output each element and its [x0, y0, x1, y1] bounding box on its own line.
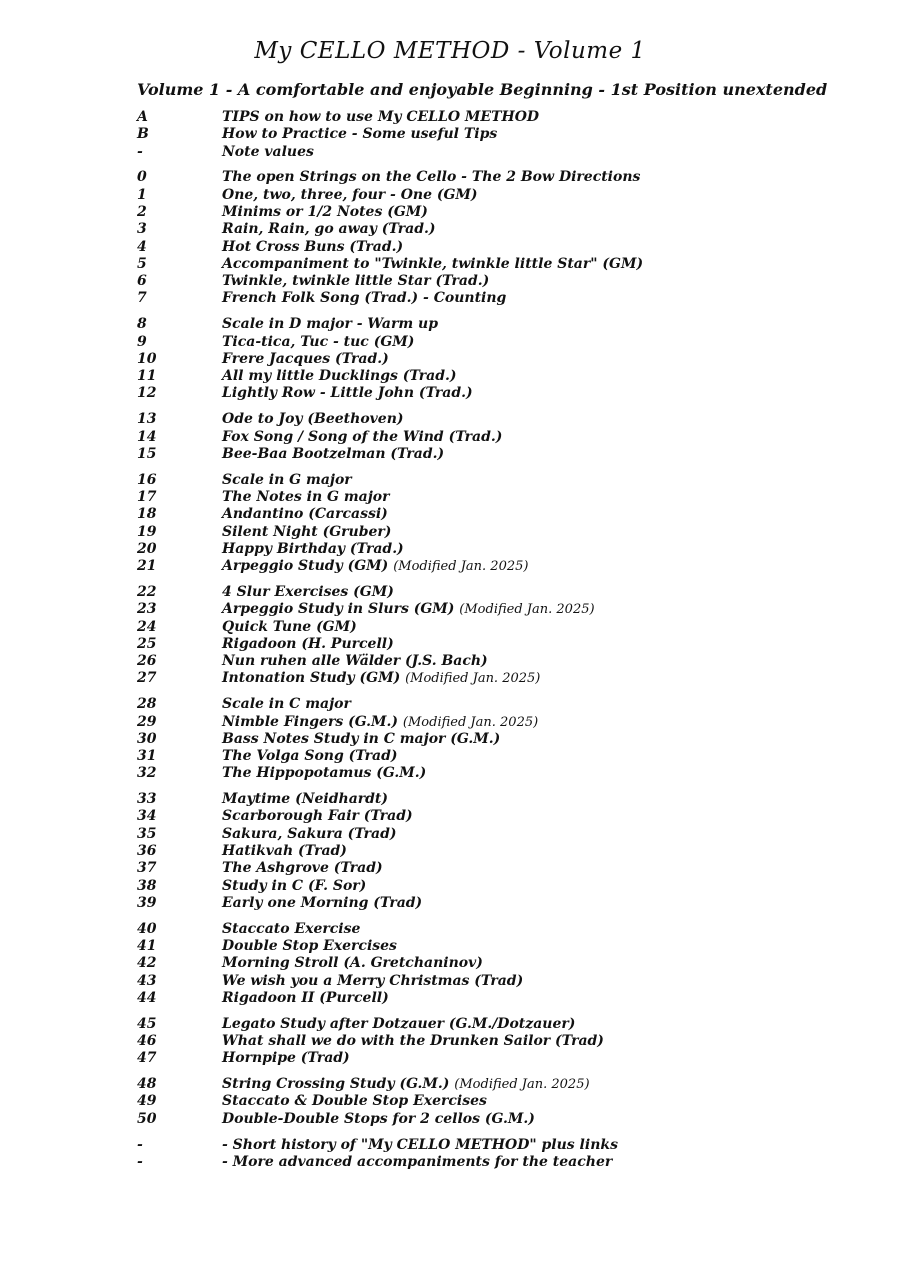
entry-title: Twinkle, twinkle little Star (Trad.) — [222, 273, 490, 290]
entry-title: Bee-Baa Bootzelman (Trad.) — [222, 445, 445, 462]
toc-group — [137, 921, 837, 1007]
entry-title: Legato Study after Dotzauer (G.M./Dotzauer) — [222, 1015, 576, 1032]
entry-number: 24 — [137, 618, 157, 635]
entry-number: 50 — [137, 1110, 157, 1127]
toc-entry — [137, 860, 837, 877]
entry-number: 33 — [137, 791, 157, 808]
entry-title: Rigadoon (H. Purcell) — [222, 635, 394, 652]
entry-number: - — [137, 1153, 143, 1170]
toc-entry — [137, 169, 837, 186]
toc-entry — [137, 489, 837, 506]
toc-entry — [137, 187, 837, 204]
entry-number: 21 — [137, 558, 157, 575]
toc-group — [137, 169, 837, 307]
entry-title: Silent Night (Gruber) — [222, 523, 392, 540]
entry-title: Note values — [222, 143, 314, 160]
entry-title: Morning Stroll (A. Gretchaninov) — [222, 955, 483, 972]
toc-entry — [137, 316, 837, 333]
entry-note: (Modified Jan. 2025) — [459, 602, 595, 618]
entry-number: - — [137, 143, 143, 160]
entry-title: Staccato & Double Stop Exercises — [222, 1093, 487, 1110]
entry-number: 5 — [137, 255, 147, 272]
toc-entry — [137, 204, 837, 221]
entry-title: Accompaniment to "Twinkle, twinkle little Star" (GM) — [222, 255, 644, 272]
toc-group — [137, 1016, 837, 1068]
entry-number: 19 — [137, 523, 157, 540]
toc-entry — [137, 791, 837, 808]
entry-number: 30 — [137, 730, 157, 747]
entry-number: 9 — [137, 333, 147, 350]
entry-number: 17 — [137, 488, 157, 505]
entry-title: What shall we do with the Drunken Sailor (Trad) — [222, 1033, 604, 1050]
entry-number: 23 — [137, 601, 157, 618]
toc-entry — [137, 670, 837, 687]
toc-entry — [137, 636, 837, 653]
toc-group — [137, 472, 837, 576]
entry-note: (Modified Jan. 2025) — [393, 559, 529, 575]
entry-number: 6 — [137, 273, 147, 290]
entry-number: 7 — [137, 290, 147, 307]
toc-entry — [137, 696, 837, 713]
entry-number: 16 — [137, 471, 157, 488]
entry-number: 49 — [137, 1093, 157, 1110]
entry-number: 27 — [137, 670, 157, 687]
toc-entry — [137, 256, 837, 273]
toc-entry — [137, 506, 837, 523]
toc-entry — [137, 973, 837, 990]
entry-number: 39 — [137, 894, 157, 911]
toc-group — [137, 411, 837, 463]
toc-entry — [137, 1076, 837, 1093]
toc-entry — [137, 990, 837, 1007]
entry-title: Quick Tune (GM) — [222, 618, 357, 635]
entry-number: 29 — [137, 713, 157, 730]
entry-title: The Notes in G major — [222, 488, 390, 505]
entry-title: Scale in D major - Warm up — [222, 316, 439, 333]
toc-entry — [137, 368, 837, 385]
entry-number: 25 — [137, 635, 157, 652]
toc-entry — [137, 524, 837, 541]
entry-number: 43 — [137, 972, 157, 989]
toc-entry — [137, 1093, 837, 1110]
toc-entry — [137, 429, 837, 446]
toc-entry — [137, 731, 837, 748]
entry-number: 14 — [137, 428, 157, 445]
entry-number: 11 — [137, 368, 157, 385]
entry-number: 48 — [137, 1076, 157, 1093]
entry-number: 4 — [137, 238, 147, 255]
entry-title: Staccato Exercise — [222, 920, 361, 937]
entry-title: Scale in C major — [222, 696, 351, 713]
toc-group — [137, 1076, 837, 1128]
entry-title: Sakura, Sakura (Trad) — [222, 825, 397, 842]
entry-title: Rain, Rain, go away (Trad.) — [222, 221, 436, 238]
toc-entry — [137, 1111, 837, 1128]
volume-subtitle: Volume 1 - A comfortable and enjoyable Beginning - 1st Position unextended — [137, 80, 828, 99]
toc-entry — [137, 955, 837, 972]
entry-number: 36 — [137, 843, 157, 860]
entry-title: Maytime (Neidhardt) — [222, 791, 389, 808]
entry-note: (Modified Jan. 2025) — [454, 1077, 590, 1093]
table-of-contents — [137, 109, 837, 1180]
entry-title: - Short history of "My CELLO METHOD" plus links — [222, 1136, 618, 1153]
toc-entry — [137, 1016, 837, 1033]
entry-title: Hornpipe (Trad) — [222, 1050, 350, 1067]
toc-group — [137, 316, 837, 402]
entry-title: All my little Ducklings (Trad.) — [222, 368, 457, 385]
toc-entry — [137, 826, 837, 843]
toc-entry — [137, 921, 837, 938]
entry-number: 15 — [137, 445, 157, 462]
toc-group — [137, 791, 837, 912]
entry-number: 35 — [137, 825, 157, 842]
entry-title: Ode to Joy (Beethoven) — [222, 411, 404, 428]
entry-title: The Ashgrove (Trad) — [222, 860, 383, 877]
entry-title: Tica-tica, Tuc - tuc (GM) — [222, 333, 415, 350]
entry-note: (Modified Jan. 2025) — [405, 671, 541, 687]
entry-title: We wish you a Merry Christmas (Trad) — [222, 972, 524, 989]
entry-title: Nimble Fingers (G.M.) — [222, 713, 399, 730]
entry-note: (Modified Jan. 2025) — [402, 714, 539, 730]
toc-entry — [137, 144, 837, 161]
entry-title: Arpeggio Study in Slurs (GM) — [222, 601, 455, 618]
entry-number: 44 — [137, 989, 157, 1006]
entry-title: Frere Jacques (Trad.) — [222, 350, 389, 367]
entry-number: 20 — [137, 540, 157, 557]
entry-number: 45 — [137, 1015, 157, 1032]
entry-number: 28 — [137, 696, 157, 713]
entry-title: How to Practice - Some useful Tips — [222, 126, 498, 143]
toc-entry — [137, 938, 837, 955]
toc-entry — [137, 765, 837, 782]
entry-number: 10 — [137, 350, 157, 367]
toc-entry — [137, 334, 837, 351]
toc-group — [137, 1137, 837, 1172]
toc-entry — [137, 541, 837, 558]
entry-title: Arpeggio Study (GM) — [222, 558, 389, 575]
entry-title: Hatikvah (Trad) — [222, 843, 347, 860]
entry-title: Nun ruhen alle Wälder (J.S. Bach) — [222, 653, 488, 670]
entry-number: 46 — [137, 1033, 157, 1050]
entry-number: 37 — [137, 860, 157, 877]
toc-entry — [137, 273, 837, 290]
entry-number: 38 — [137, 877, 157, 894]
toc-entry — [137, 601, 837, 618]
toc-entry — [137, 748, 837, 765]
entry-title: Double Stop Exercises — [222, 938, 397, 955]
entry-number: 41 — [137, 938, 157, 955]
entry-title: Hot Cross Buns (Trad.) — [222, 238, 404, 255]
toc-entry — [137, 221, 837, 238]
toc-group — [137, 109, 837, 161]
entry-title: String Crossing Study (G.M.) — [222, 1076, 450, 1093]
toc-entry — [137, 558, 837, 575]
entry-title: Early one Morning (Trad) — [222, 894, 423, 911]
entry-title: Andantino (Carcassi) — [222, 506, 388, 523]
toc-entry — [137, 411, 837, 428]
toc-entry — [137, 385, 837, 402]
entry-title: 4 Slur Exercises (GM) — [222, 583, 394, 600]
entry-title: Bass Notes Study in C major (G.M.) — [222, 730, 501, 747]
entry-number: 32 — [137, 765, 157, 782]
toc-entry — [137, 843, 837, 860]
entry-title: Fox Song / Song of the Wind (Trad.) — [222, 428, 503, 445]
toc-entry — [137, 714, 837, 731]
toc-entry — [137, 126, 837, 143]
entry-number: 22 — [137, 583, 157, 600]
entry-title: The open Strings on the Cello - The 2 Bow Directions — [222, 169, 641, 186]
toc-entry — [137, 109, 837, 126]
entry-number: 13 — [137, 411, 157, 428]
entry-number: 47 — [137, 1050, 157, 1067]
entry-title: Intonation Study (GM) — [222, 670, 401, 687]
entry-number: A — [137, 109, 148, 125]
toc-entry — [137, 584, 837, 601]
entry-title: Rigadoon II (Purcell) — [222, 989, 389, 1006]
toc-group — [137, 696, 837, 782]
toc-entry — [137, 895, 837, 912]
toc-entry — [137, 808, 837, 825]
entry-number: 1 — [137, 186, 147, 203]
entry-title: Scarborough Fair (Trad) — [222, 808, 413, 825]
toc-group — [137, 584, 837, 688]
toc-entry — [137, 446, 837, 463]
entry-title: Scale in G major — [222, 471, 352, 488]
entry-title: TIPS on how to use My CELLO METHOD — [222, 109, 540, 125]
toc-entry — [137, 1050, 837, 1067]
entry-number: - — [137, 1136, 143, 1153]
entry-number: 0 — [137, 169, 147, 186]
entry-number: 12 — [137, 385, 157, 402]
entry-number: 3 — [137, 221, 147, 238]
entry-title: - More advanced accompaniments for the teacher — [222, 1153, 613, 1170]
entry-title: French Folk Song (Trad.) - Counting — [222, 290, 507, 307]
toc-entry — [137, 239, 837, 256]
entry-title: Lightly Row - Little John (Trad.) — [222, 385, 473, 402]
entry-number: 34 — [137, 808, 157, 825]
toc-entry — [137, 351, 837, 368]
page-title: My CELLO METHOD - Volume 1 — [254, 38, 646, 64]
entry-title: Double-Double Stops for 2 cellos (G.M.) — [222, 1110, 535, 1127]
entry-title: The Volga Song (Trad) — [222, 748, 398, 765]
toc-entry — [137, 619, 837, 636]
toc-entry — [137, 290, 837, 307]
entry-number: 2 — [137, 203, 147, 220]
entry-number: B — [137, 126, 149, 143]
toc-entry — [137, 878, 837, 895]
entry-number: 40 — [137, 920, 157, 937]
toc-entry — [137, 1154, 837, 1171]
toc-entry — [137, 1137, 837, 1154]
toc-entry — [137, 1033, 837, 1050]
entry-number: 18 — [137, 506, 157, 523]
toc-entry — [137, 653, 837, 670]
entry-number: 26 — [137, 653, 157, 670]
entry-title: Minims or 1/2 Notes (GM) — [222, 203, 428, 220]
entry-number: 8 — [137, 316, 147, 333]
entry-title: Study in C (F. Sor) — [222, 877, 367, 894]
entry-number: 42 — [137, 955, 157, 972]
toc-entry — [137, 472, 837, 489]
entry-number: 31 — [137, 748, 157, 765]
entry-title: The Hippopotamus (G.M.) — [222, 765, 427, 782]
entry-title: Happy Birthday (Trad.) — [222, 540, 404, 557]
entry-title: One, two, three, four - One (GM) — [222, 186, 478, 203]
